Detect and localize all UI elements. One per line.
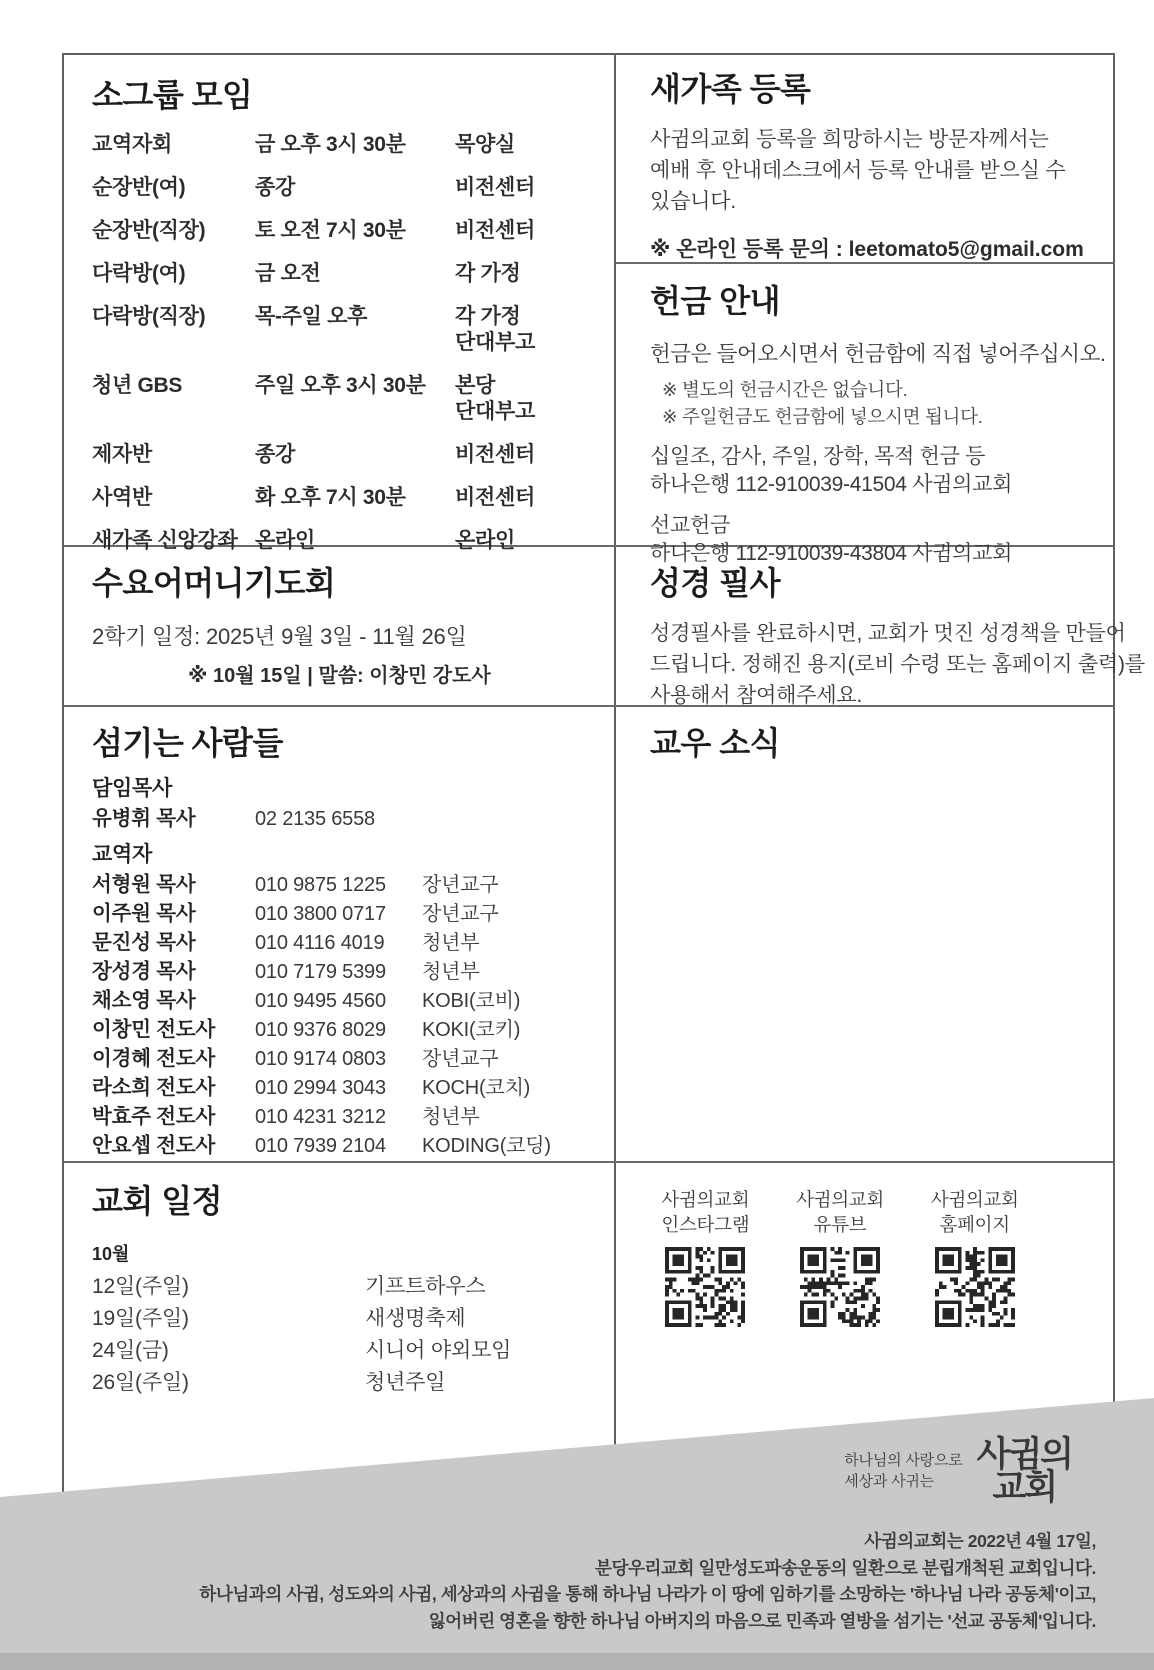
group-time: 화 오후 7시 30분: [255, 486, 406, 509]
new-family-text: 사귐의교회 등록을 희망하시는 방문자께서는 예배 후 안내데스크에서 등록 안내를 받으실 수 있습니다.: [650, 128, 1066, 213]
section-serving-people: [92, 718, 597, 1157]
event-name: 청년주일: [365, 1371, 446, 1394]
qr-item-youtube: [783, 1187, 898, 1327]
offering-notes: ※ 별도의 헌금시간은 없습니다. ※ 주일헌금도 헌금함에 넣으시면 됩니다.: [662, 379, 983, 427]
qr-code: [665, 1247, 745, 1327]
group-name: 다락방(직장): [92, 305, 206, 328]
staff-row: 박효주 전도사 010 4231 3212 청년부: [92, 1105, 480, 1128]
group-time: 목-주일 오후: [255, 305, 368, 328]
schedule-row: [92, 1370, 582, 1396]
staff-row: 채소영 목사 010 9495 4560 KOBI(코비): [92, 989, 521, 1012]
qr-item-homepage: [917, 1187, 1032, 1327]
section-title: 성경 필사: [650, 565, 781, 601]
group-name: 순장반(여): [92, 176, 186, 199]
event-date: 26일(주일): [92, 1371, 189, 1394]
qr-label: 사귐의교회 유튜브: [796, 1189, 884, 1235]
staff-row: 이주원 목사 010 3800 0717 장년교구: [92, 902, 499, 925]
group-time: 종강: [255, 176, 295, 199]
qr-label: 사귐의교회 인스타그램: [661, 1189, 750, 1235]
section-divider: [64, 1161, 1113, 1163]
table-row: [92, 218, 597, 244]
section-new-family: [650, 64, 1100, 263]
bottom-strip: [0, 1653, 1154, 1670]
table-row: [92, 304, 597, 356]
offering-lead: 헌금은 들어오시면서 헌금함에 직접 넣어주십시오.: [650, 342, 1106, 366]
prayer-note: ※ 10월 15일 | 말씀: 이창민 강도사: [188, 665, 491, 687]
section-title: 소그룹 모임: [92, 77, 253, 113]
qr-code-row: [648, 1187, 1032, 1327]
table-row: [92, 442, 597, 468]
table-row: [92, 261, 597, 287]
group-time: 금 오전: [255, 262, 321, 285]
qr-item-instagram: [648, 1187, 763, 1327]
small-groups-table: [92, 132, 597, 554]
group-name: 청년 GBS: [92, 374, 183, 397]
offering-account-mission: 선교헌금 하나은행 112-910039-43804 사귐의교회: [650, 514, 1013, 565]
section-title: 헌금 안내: [650, 283, 781, 319]
section-member-news: [650, 718, 1090, 764]
group-place: 각 가정 단대부고: [455, 305, 535, 354]
group-name: 사역반: [92, 486, 152, 509]
group-place: 비전센터: [455, 219, 535, 242]
section-wed-prayer: [92, 558, 592, 688]
staff-row: 안요셉 전도사 010 7939 2104 KODING(코딩): [92, 1134, 551, 1157]
section-title: 섬기는 사람들: [92, 725, 283, 761]
schedule-row: [92, 1274, 582, 1300]
group-time: 금 오후 3시 30분: [255, 133, 406, 156]
staff-row: [92, 808, 597, 830]
event-date: 24일(금): [92, 1339, 169, 1362]
qr-label: 사귐의교회 홈페이지: [930, 1189, 1019, 1235]
group-place: 비전센터: [455, 443, 535, 466]
group-place: 목양실: [455, 133, 515, 156]
prayer-schedule: 2학기 일정: 2025년 9월 3일 - 11월 26일: [92, 624, 467, 649]
group-name: 교역자회: [92, 133, 172, 156]
section-church-schedule: [92, 1176, 582, 1396]
church-logo: 사귐의 교회: [976, 1435, 1072, 1507]
group-name: 제자반: [92, 443, 152, 466]
offering-account-general: 십일조, 감사, 주일, 장학, 목적 헌금 등 하나은행 112-910039-41504 사귐의교회: [650, 445, 1013, 496]
staff-row: 이경혜 전도사 010 9174 0803 장년교구: [92, 1047, 499, 1070]
group-time: 종강: [255, 443, 295, 466]
group-name: 순장반(직장): [92, 219, 206, 242]
section-title: 새가족 등록: [650, 71, 811, 107]
event-date: 12일(주일): [92, 1275, 189, 1298]
qr-code: [935, 1247, 1015, 1327]
group-place: 본당 단대부고: [455, 374, 535, 423]
group-name: 새가족 신앙강좌: [92, 529, 238, 552]
qr-code: [800, 1247, 880, 1327]
schedule-table: [92, 1274, 582, 1396]
footer-description: 사귐의교회는 2022년 4월 17일, 분당우리교회 일만성도파송운동의 일환으로 분립개척된 교회입니다. 하나님과의 사귐, 성도와의 사귐, 세상과의 사귐을 통해 하나님 나라가 이 땅에 임하기를 소망하는 '하나님 나라 공동체'이고, 잃어버린 영혼을 향한 하나님 아버지의 마음으로 민족과 열방을 섬기는 '선교 공동체'입니다.: [199, 1531, 1096, 1631]
table-row: [92, 485, 597, 511]
staff-name: 유병휘 목사: [92, 807, 196, 830]
schedule-row: [92, 1306, 582, 1332]
table-row: [92, 528, 597, 554]
group-time: 토 오전 7시 30분: [255, 219, 406, 242]
senior-pastor-label: 담임목사: [92, 777, 172, 800]
event-name: 시니어 야외모임: [365, 1339, 512, 1362]
event-date: 19일(주일): [92, 1307, 189, 1330]
group-place: 각 가정: [455, 262, 521, 285]
ministers-table: [92, 874, 597, 1157]
group-place: 비전센터: [455, 176, 535, 199]
schedule-month: 10월: [92, 1244, 130, 1264]
staff-row: 서형원 목사 010 9875 1225 장년교구: [92, 873, 499, 896]
group-name: 다락방(여): [92, 262, 186, 285]
section-title: 교우 소식: [650, 725, 781, 761]
table-row: [92, 373, 597, 425]
table-row: [92, 175, 597, 201]
logo-tagline: 하나님의 사랑으로 세상과 사귀는: [844, 1452, 963, 1490]
staff-row: 장성경 목사 010 7179 5399 청년부: [92, 960, 480, 983]
group-place: 온라인: [455, 529, 515, 552]
bible-copying-text: 성경필사를 완료하시면, 교회가 멋진 성경책을 만들어 드립니다. 정해진 용지(로비 수령 또는 홈페이지 출력)를 사용해서 참여해주세요.: [650, 622, 1145, 707]
section-offering: [650, 276, 1110, 568]
schedule-row: [92, 1338, 582, 1364]
event-name: 새생명축제: [365, 1307, 466, 1330]
table-row: [92, 132, 597, 158]
staff-phone: 02 2135 6558: [255, 808, 375, 830]
section-bible-copying: [650, 558, 1145, 711]
online-registration-note: ※ 온라인 등록 문의 : leetomato5@gmail.com: [650, 238, 1084, 261]
staff-row: 문진성 목사 010 4116 4019 청년부: [92, 931, 480, 954]
section-title: 수요어머니기도회: [92, 565, 336, 601]
staff-row: 라소희 전도사 010 2994 3043 KOCH(코치): [92, 1076, 531, 1099]
section-title: 교회 일정: [92, 1183, 223, 1219]
ministers-label: 교역자: [92, 843, 152, 866]
event-name: 기프트하우스: [365, 1275, 486, 1298]
section-small-groups: [92, 70, 597, 554]
group-place: 비전센터: [455, 486, 535, 509]
group-time: 주일 오후 3시 30분: [255, 374, 426, 397]
group-time: 온라인: [255, 529, 315, 552]
church-logo-block: [700, 1435, 1072, 1507]
staff-row: 이창민 전도사 010 9376 8029 KOKI(코키): [92, 1018, 521, 1041]
